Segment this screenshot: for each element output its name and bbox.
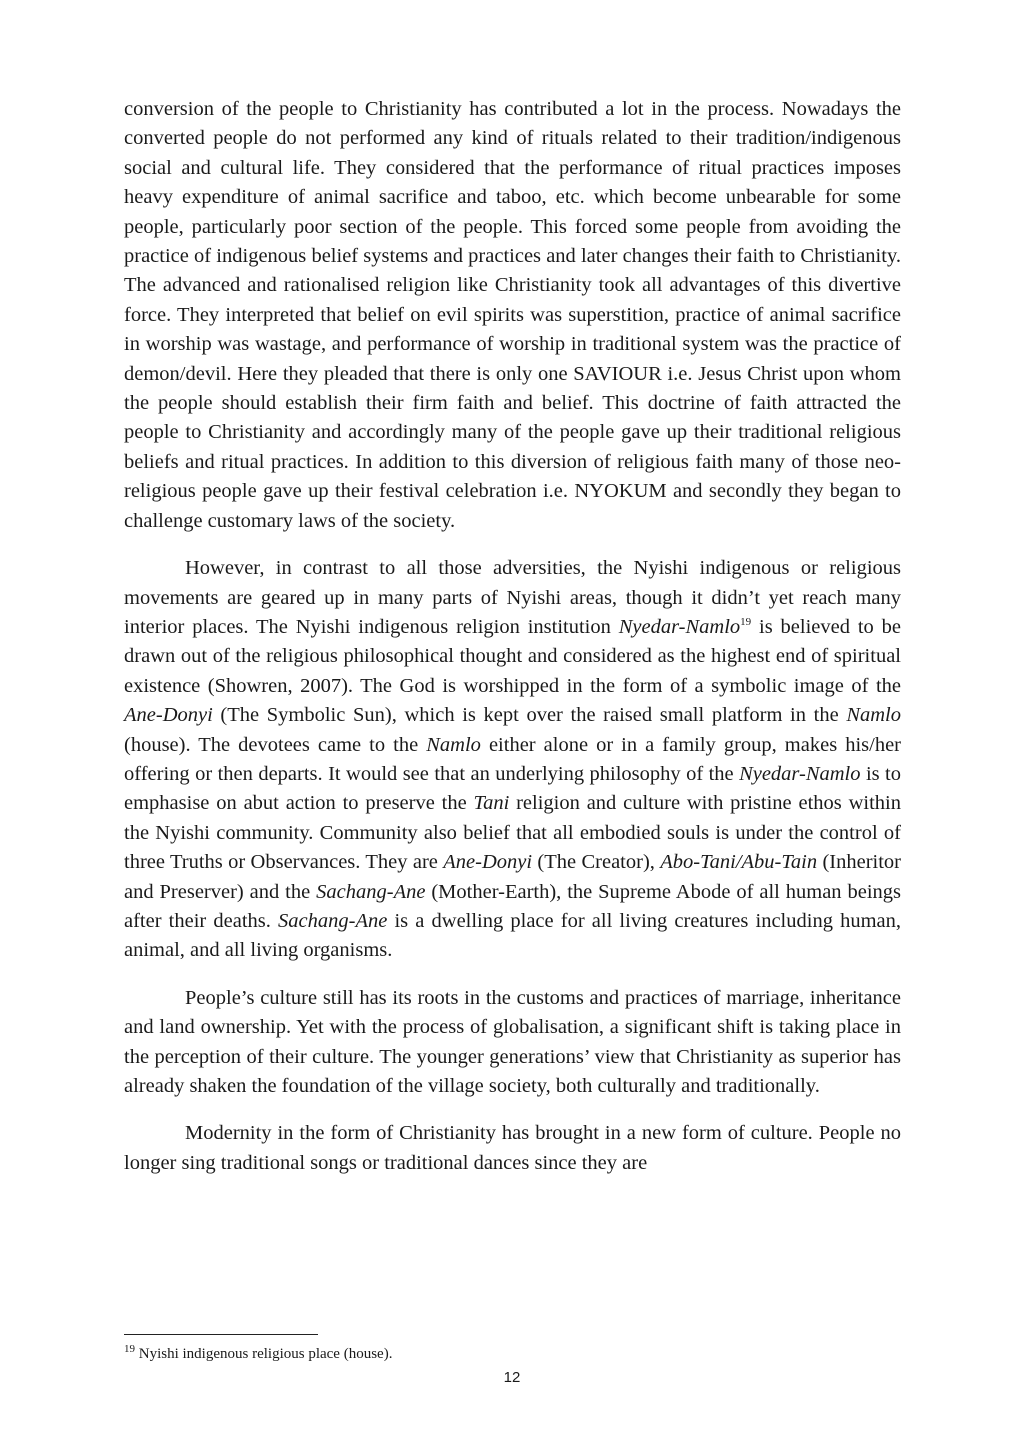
- body-paragraph: [124, 554, 901, 966]
- footnote: [124, 1344, 901, 1364]
- italic-term: Abo-Tani/Abu-Tain: [660, 851, 818, 874]
- text-run: is believed to be drawn out of the religious philosophical thought and considered as the highest end of spiritual existence (Showren, 2007). The God is worshipped in the form of a symbolic image of the: [124, 615, 901, 697]
- body-paragraph: [124, 1119, 901, 1178]
- text-run: religion and culture with pristine ethos within the Nyishi community. Community also belief that all embodied souls is under the control of three Truths or Observances. They are: [124, 792, 901, 874]
- italic-term: Nyedar-Namlo: [739, 762, 861, 785]
- text-run: Modernity in the form of Christianity has brought in a new form of culture. People no longer sing traditional songs or traditional dances since they are: [124, 1122, 901, 1174]
- footnote-reference: 19: [740, 616, 752, 629]
- italic-term: Sachang-Ane: [316, 880, 426, 903]
- italic-term: Tani: [473, 792, 510, 815]
- italic-term: Namlo: [846, 704, 901, 727]
- text-run: (Inheritor and Preserver) and the: [124, 851, 901, 903]
- italic-term: Ane-Donyi: [124, 704, 213, 727]
- text-run: (The Creator),: [532, 851, 661, 874]
- italic-term: Namlo: [426, 733, 481, 756]
- page-body: [124, 95, 901, 1178]
- text-run: (Mother-Earth), the Supreme Abode of all human beings after their deaths.: [124, 880, 901, 932]
- footnote-marker: 19: [124, 1343, 135, 1355]
- footnote-divider: [124, 1334, 318, 1335]
- text-run: is to emphasise on abut action to preserve the: [124, 762, 901, 815]
- text-run: (The Symbolic Sun), which is kept over the raised small platform in the: [212, 704, 847, 727]
- italic-term: Ane-Donyi: [443, 851, 533, 874]
- body-paragraph: [124, 984, 901, 1102]
- italic-term: Nyedar-Namlo: [618, 615, 741, 638]
- text-run: either alone or in a family group, makes his/her offering or then departs. It would see that an underlying philosophy of the: [124, 733, 901, 785]
- footnote-text: Nyishi indigenous religious place (house).: [135, 1346, 393, 1362]
- text-run: However, in contrast to all those adversities, the Nyishi indigenous or religious movements are geared up in many parts of Nyishi areas, though it didn’t yet reach many interior places. The Nyishi indigenous religion institution: [124, 557, 901, 638]
- body-paragraph: [124, 95, 901, 536]
- text-run: is a dwelling place for all living creatures including human, animal, and all living organisms.: [124, 909, 902, 962]
- text-run: conversion of the people to Christianity has contributed a lot in the process. Nowadays the converted people do not performed any kind of rituals related to their tradition/indigenous social and cultural life. They considered that the performance of ritual practices imposes heavy expenditure of animal sacrifice and taboo, etc. which become unbearable for some people, particularly poor section of the people. This forced some people from avoiding the practice of indigenous belief systems and practices and later changes their faith to Christianity. The advanced and rationalised religion like Christianity took all advantages of this divertive force. They interpreted that belief on evil spirits was superstition, practice of animal sacrifice in worship was wastage, and performance of worship in traditional system was the practice of demon/devil. Here they pleaded that there is only one SAVIOUR i.e. Jesus Christ upon whom the people should establish their firm faith and belief. This doctrine of faith attracted the people to Christianity and accordingly many of the people gave up their traditional religious beliefs and ritual practices. In addition to this diversion of religious faith many of those neo-religious people gave up their festival celebration i.e. NYOKUM and secondly they began to challenge customary laws of the society.: [124, 98, 901, 532]
- page-number: 12: [503, 1369, 521, 1386]
- text-run: People’s culture still has its roots in the customs and practices of marriage, inheritance and land ownership. Yet with the process of globalisation, a significant shift is taking place in the perception of their culture. The younger generations’ view that Christianity as superior has already shaken the foundation of the village society, both culturally and traditionally.: [124, 986, 901, 1097]
- text-run: (house). The devotees came to the: [124, 733, 427, 756]
- italic-term: Sachang-Ane: [278, 909, 388, 932]
